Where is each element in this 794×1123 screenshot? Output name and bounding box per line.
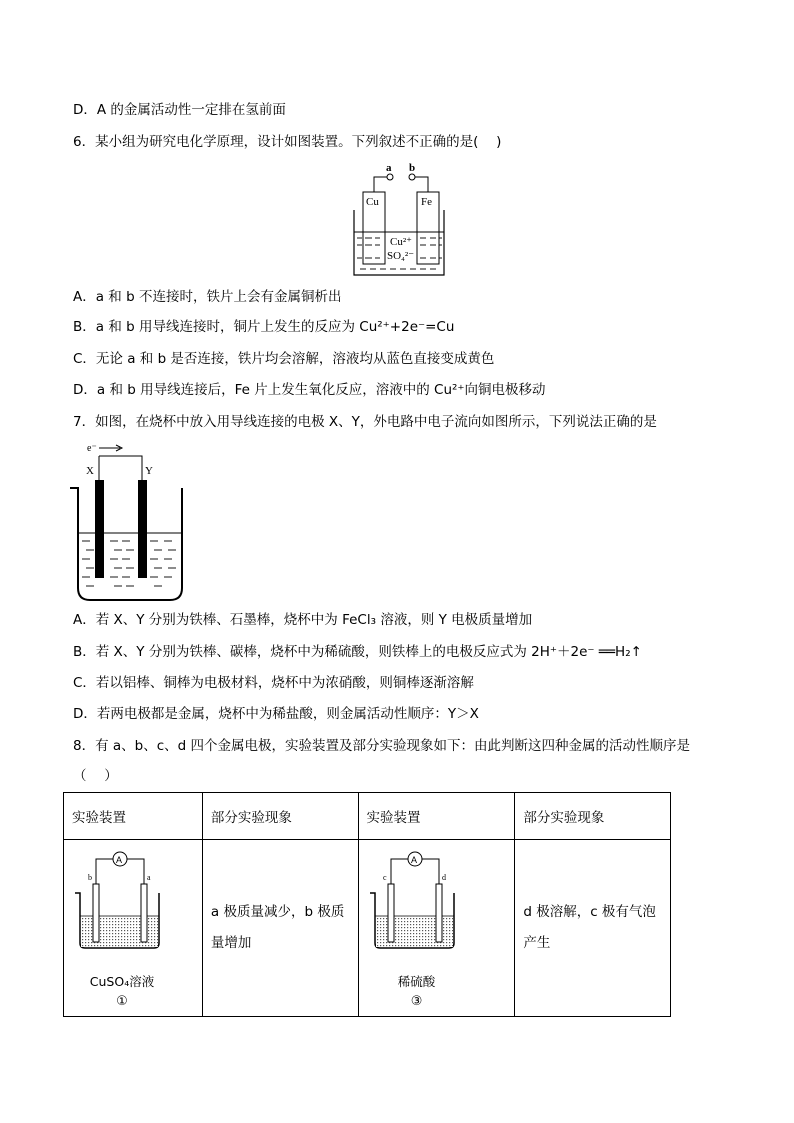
q6-ion-so4: SO₄²⁻	[387, 250, 415, 262]
q6-option-c: C．无论 a 和 b 是否连接，铁片均会溶解，溶液均从蓝色直接变成黄色	[73, 351, 495, 367]
exp1-observation: a 极质量减少，b 极质量增加	[202, 840, 358, 1017]
header-apparatus-1: 实验装置	[64, 793, 203, 840]
exp1-left-label: b	[88, 872, 92, 882]
q7-option-b: B．若 X、Y 分别为铁棒、碳棒，烧杯中为稀硫酸，则铁棒上的电极反应式为 2H⁺＋2e⁻ ══H₂↑	[73, 644, 642, 660]
q7-option-c: C．若以铝棒、铜棒为电极材料，烧杯中为浓硝酸，则铜棒逐渐溶解	[73, 675, 474, 691]
header-apparatus-2: 实验装置	[358, 793, 515, 840]
q7-beaker-figure	[66, 438, 190, 604]
exp1-index: ①	[116, 993, 128, 1009]
q6-option-d: D．a 和 b 用导线连接后，Fe 片上发生氧化反应，溶液中的 Cu²⁺向铜电极移动	[73, 382, 546, 398]
exp1-ammeter-label: A	[116, 854, 123, 865]
q6-option-b: B．a 和 b 用导线连接时，铜片上发生的反应为 Cu²⁺+2e⁻=Cu	[73, 319, 455, 335]
table-header-row	[64, 793, 671, 840]
q5-option-d: D．A 的金属活动性一定排在氢前面	[73, 102, 286, 118]
q7-x-label: X	[86, 465, 94, 477]
q6-cu-label: Cu	[366, 196, 379, 208]
q7-y-label: Y	[145, 465, 153, 477]
q6-terminal-b-label: b	[409, 162, 416, 174]
exp2-right-label: d	[441, 872, 446, 882]
exp1-electrode-b	[93, 884, 99, 942]
q7-electrode-y	[138, 480, 147, 578]
exp2-observation: d 极溶解，c 极有气泡产生	[515, 840, 671, 1017]
exp2-electrode-c	[388, 884, 394, 942]
q7-option-a: A．若 X、Y 分别为铁棒、石墨棒，烧杯中为 FeCl₃ 溶液，则 Y 电极质量增加	[73, 612, 533, 628]
q6-terminal-b	[409, 174, 415, 180]
q7-electron-label: e⁻	[87, 443, 97, 454]
exp2-left-label: c	[382, 872, 387, 882]
exp1-apparatus-figure	[72, 848, 172, 966]
q6-terminal-a	[387, 174, 393, 180]
q6-electrolytic-cell-figure	[350, 158, 448, 280]
q6-stem: 6．某小组为研究电化学原理，设计如图装置。下列叙述不正确的是( )	[73, 134, 502, 150]
q6-fe-label: Fe	[421, 196, 432, 208]
q7-beaker	[70, 488, 182, 600]
q6-terminal-a-label: a	[386, 162, 392, 174]
header-observation-2: 部分实验现象	[515, 793, 671, 840]
q7-wire	[99, 456, 142, 480]
q8-stem: 8．有 a、b、c、d 四个金属电极，实验装置及部分实验现象如下：由此判断这四种金属的活动性顺序是	[73, 738, 691, 754]
exp2-ammeter-label: A	[410, 854, 417, 865]
exp2-apparatus-cell	[358, 840, 515, 1017]
exp1-apparatus-cell	[64, 840, 203, 1017]
q7-option-d: D．若两电极都是金属，烧杯中为稀盐酸，则金属活动性顺序：Y＞X	[73, 706, 479, 722]
exp2-electrode-d	[436, 884, 442, 942]
q8-answer-paren: （ ）	[73, 768, 118, 784]
q6-ion-cu: Cu²⁺	[390, 236, 412, 248]
exp2-apparatus-figure	[367, 848, 467, 966]
q8-experiment-table	[63, 792, 671, 1017]
exp1-right-label: a	[147, 872, 151, 882]
q7-electrode-x	[95, 480, 104, 578]
exp1-solution-label: CuSO₄溶液	[89, 973, 155, 989]
exp2-solution-label: 稀硫酸	[397, 973, 436, 989]
header-observation-1: 部分实验现象	[202, 793, 358, 840]
q7-stem: 7．如图，在烧杯中放入用导线连接的电极 X、Y，外电路中电子流向如图所示，下列说法正确的是	[73, 414, 657, 430]
table-row	[64, 840, 671, 1017]
exp1-electrode-a	[141, 884, 147, 942]
exp2-index: ③	[410, 993, 423, 1009]
q6-option-a: A．a 和 b 不连接时，铁片上会有金属铜析出	[73, 289, 342, 305]
